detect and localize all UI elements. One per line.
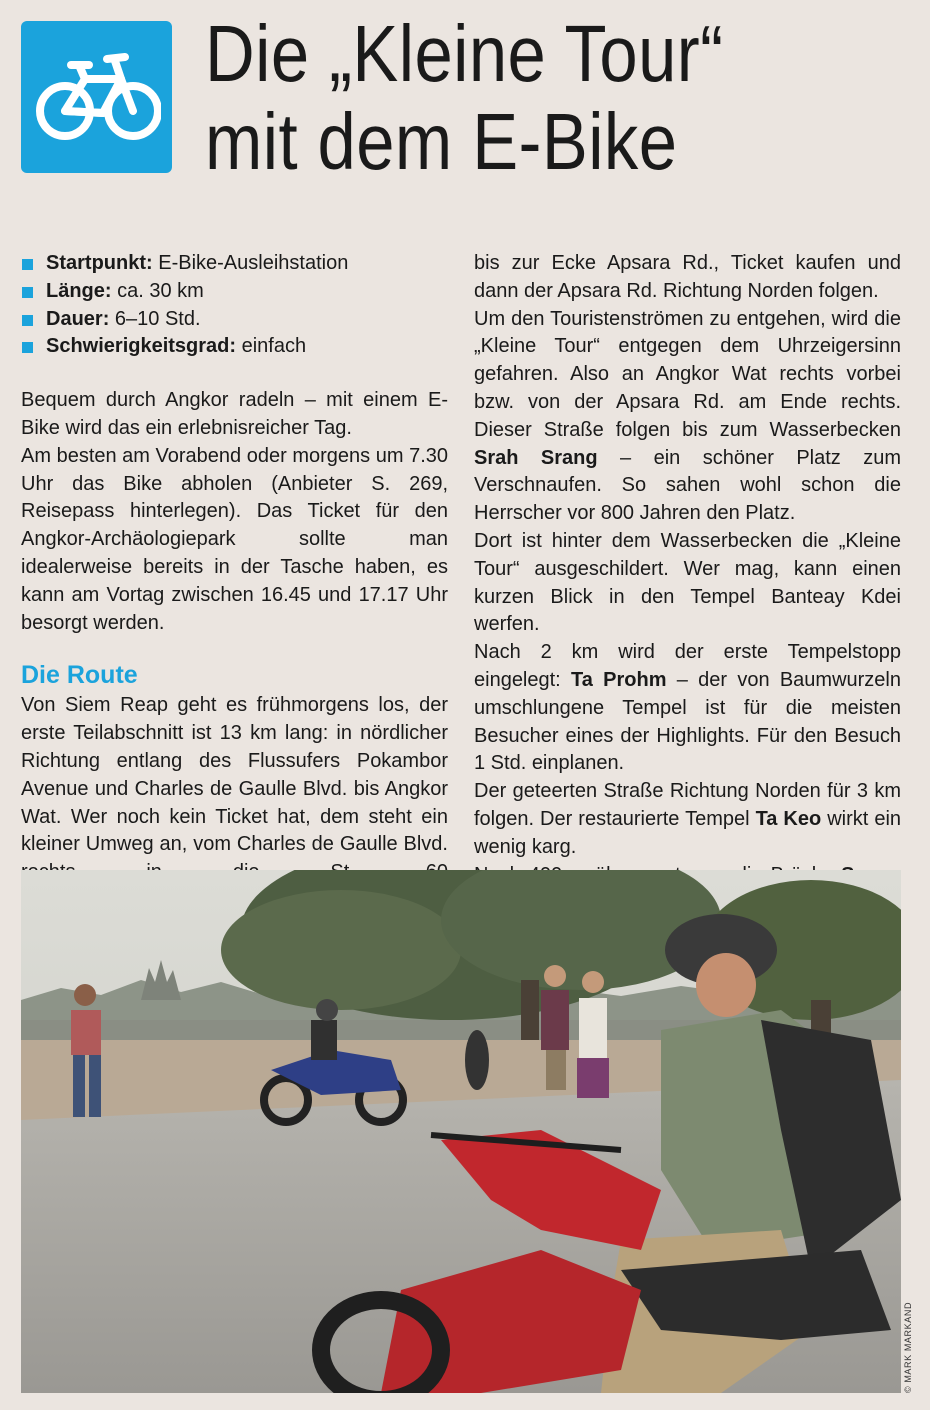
fact-duration — [21, 306, 448, 334]
page-title — [205, 10, 807, 186]
title-line-1: Die „Kleine Tour“ — [205, 9, 724, 98]
route-text: wirkt ein wenig karg. — [474, 807, 902, 858]
route-paragraph-3: Dort ist hinter dem Wasserbecken die „Kleine Tour“ ausgeschildert. Wer mag, kann einen kurzen Blick in den Tempel Banteay Kdei werfen. — [474, 529, 901, 636]
route-paragraph-4 — [474, 639, 901, 778]
route-text: Der geteerten Straße Richtung Norden für 3 km folgen. Der restaurierte Tempel — [474, 780, 901, 830]
photo-credit: © MARK MARKAND — [903, 1301, 913, 1393]
route-text: Um den Touristenströmen zu entgehen, wird die „Kleine Tour“ entgegen dem Uhrzeigersinn gefahren. Also an Angkor Wat rechts vorbei bzw. von der Apsara Rd. am Ende rechts. Dieser Straße folgen bis zum Wasserbecken — [474, 307, 901, 441]
photo-illustration — [21, 870, 901, 1393]
left-column — [21, 250, 448, 887]
route-text: – ein schöner Platz zum Verschnaufen. So sahen wohl schon die Herrscher vor 800 Jahren den Platz. — [474, 446, 902, 525]
fact-label: Startpunkt: — [46, 252, 153, 274]
route-paragraph-1-continued: bis zur Ecke Apsara Rd., Ticket kaufen und dann der Apsara Rd. Richtung Norden folgen. — [474, 252, 901, 302]
route-paragraph-2 — [474, 306, 901, 528]
photo-ebike-angkor-wat — [21, 870, 901, 1393]
tour-facts-list — [21, 250, 448, 361]
fact-length — [21, 278, 448, 306]
fact-label: Länge: — [46, 279, 112, 302]
title-line-2: mit dem E-Bike — [205, 97, 678, 186]
bicycle-icon — [33, 41, 161, 149]
fact-value: 6–10 Std. — [109, 307, 201, 330]
place-ta-prohm: Ta Prohm — [571, 668, 667, 691]
place-srah-srang: Srah Srang — [474, 446, 598, 469]
fact-difficulty — [21, 333, 448, 361]
route-text: Nach 2 km wird der erste Tempelstopp eingelegt: — [474, 641, 901, 691]
place-ta-keo: Ta Keo — [755, 807, 822, 830]
fact-label: Dauer: — [46, 307, 110, 330]
bike-tour-badge — [21, 21, 172, 173]
fact-label: Schwierigkeitsgrad: — [46, 335, 237, 358]
route-paragraph-1: Von Siem Reap geht es frühmorgens los, der erste Teilabschnitt ist 13 km lang: in nördlicher Richtung entlang des Flussufers Pokambor Avenue und Charles de Gaulle Blvd. bis Angkor Wat. Wer noch kein Ticket hat, dem steht ein kleiner Umweg an, vom Charles de Gaulle Blvd. — [21, 694, 448, 856]
fact-value: ca. 30 km — [111, 279, 204, 302]
fact-value: E-Bike-Ausleihstation — [152, 252, 349, 274]
fact-start — [21, 250, 448, 278]
right-column — [474, 250, 901, 945]
intro-paragraph-2: Am besten am Vorabend oder morgens um 7.30 Uhr das Bike abholen (Anbieter S. 269, Reisepass hinterlegen). Das Ticket für den Angkor-Archäologiepark sollte man idealerweise bereits in der Tasche haben, es kann am Vortag zwischen 16.45 und 17.17 Uhr besorgt werden. — [21, 444, 448, 634]
route-text: – der von Baumwurzeln umschlungene Tempel ist für die meisten Besucher eines der Highlights. Für den Besuch 1 Std. einplanen. — [474, 668, 901, 775]
fact-value: einfach — [236, 335, 307, 358]
route-heading: Die Route — [21, 661, 138, 690]
intro-paragraph-1: Bequem durch Angkor radeln – mit einem E-Bike wird das ein erlebnisreicher Tag. — [21, 389, 448, 439]
route-paragraph-5 — [474, 778, 901, 861]
